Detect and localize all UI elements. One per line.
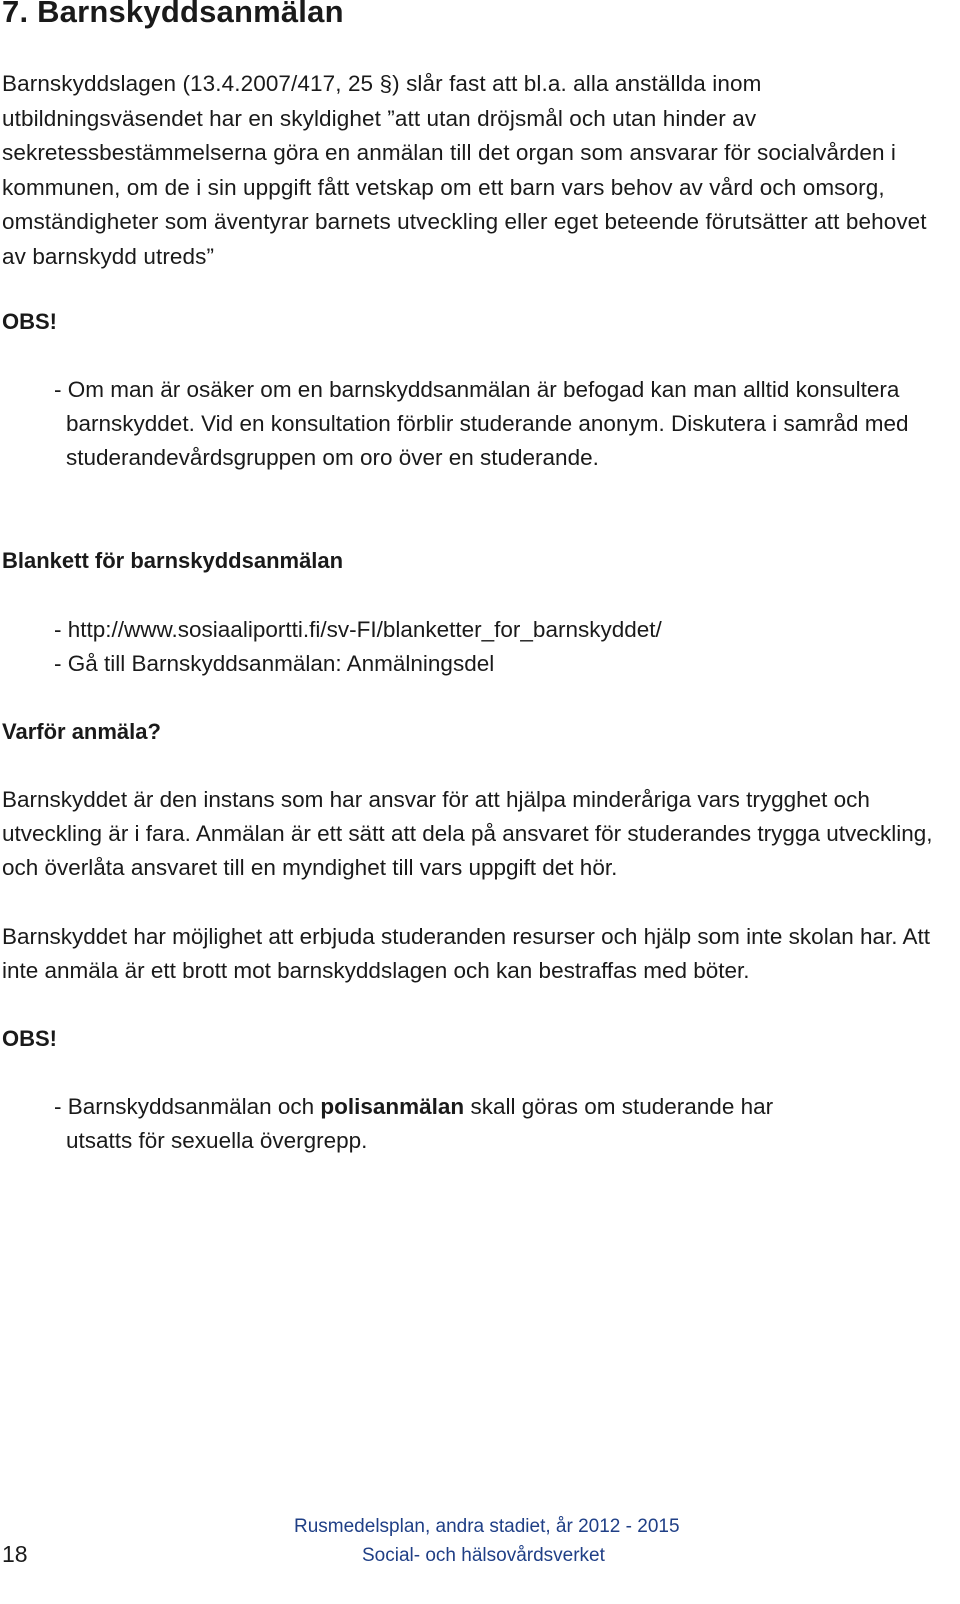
obs-item-2: [54, 1090, 826, 1158]
obs-label-1: OBS!: [2, 309, 57, 334]
obs-item-2-start: - Barnskyddsanmälan och: [54, 1094, 321, 1119]
why-paragraph-2: Barnskyddet har möjlighet att erbjuda studeranden resurser och hjälp som inte skolan har. Att inte anmäla är ett brott mot barnskyddslagen och kan bestraffas med böter.: [2, 924, 931, 984]
page-heading: 7. Barnskyddsanmälan: [2, 0, 344, 29]
why-paragraph-1: Barnskyddet är den instans som har ansvar för att hjälpa minderåriga vars trygghet och utveckling är i fara. Anmälan är ett sätt att dela på ansvaret för studerandes trygga utveckling, och överlåta ansvaret till en myndighet till vars uppgift det hör.: [2, 787, 933, 881]
intro-paragraph: Barnskyddslagen (13.4.2007/417, 25 §) slår fast att bl.a. alla anställda inom utbildningsväsendet har en skyldighet ”att utan dröjsmål och utan hinder av sekretessbestämmelserna göra en anmälan till det organ som ansvarar för socialvården i kommunen, om de i sin uppgift fått vetskap om ett barn vars behov av vård och omsorg, omständigheter som äventyrar barnets utveckling eller eget beteende förutsätter att behovet av barnskydd utreds”: [2, 71, 927, 269]
obs-item-1: - Om man är osäker om en barnskyddsanmälan är befogad kan man alltid konsultera barnskyddet. Vid en konsultation förblir studerande anonym. Diskutera i samråd med studerandevårdsgruppen om oro över en studerande.: [54, 377, 909, 471]
form-instruction: - Gå till Barnskyddsanmälan: Anmälningsdel: [54, 651, 495, 676]
why-section-title: Varför anmäla?: [2, 719, 161, 744]
obs-item-2-emphasis: polisanmälan: [320, 1094, 465, 1119]
page-number: 18: [2, 1541, 28, 1567]
footer-organization: Social- och hälsovårdsverket: [362, 1545, 605, 1566]
obs-label-2: OBS!: [2, 1026, 57, 1051]
form-link[interactable]: - http://www.sosiaaliportti.fi/sv-FI/blanketter_for_barnskyddet/: [54, 617, 662, 642]
form-section-title: Blankett för barnskyddsanmälan: [2, 548, 344, 573]
obs-item-2-end: skall göras om studerande har utsatts för sexuella övergrepp.: [66, 1094, 774, 1154]
footer-title: Rusmedelsplan, andra stadiet, år 2012 - 2015: [294, 1516, 680, 1537]
